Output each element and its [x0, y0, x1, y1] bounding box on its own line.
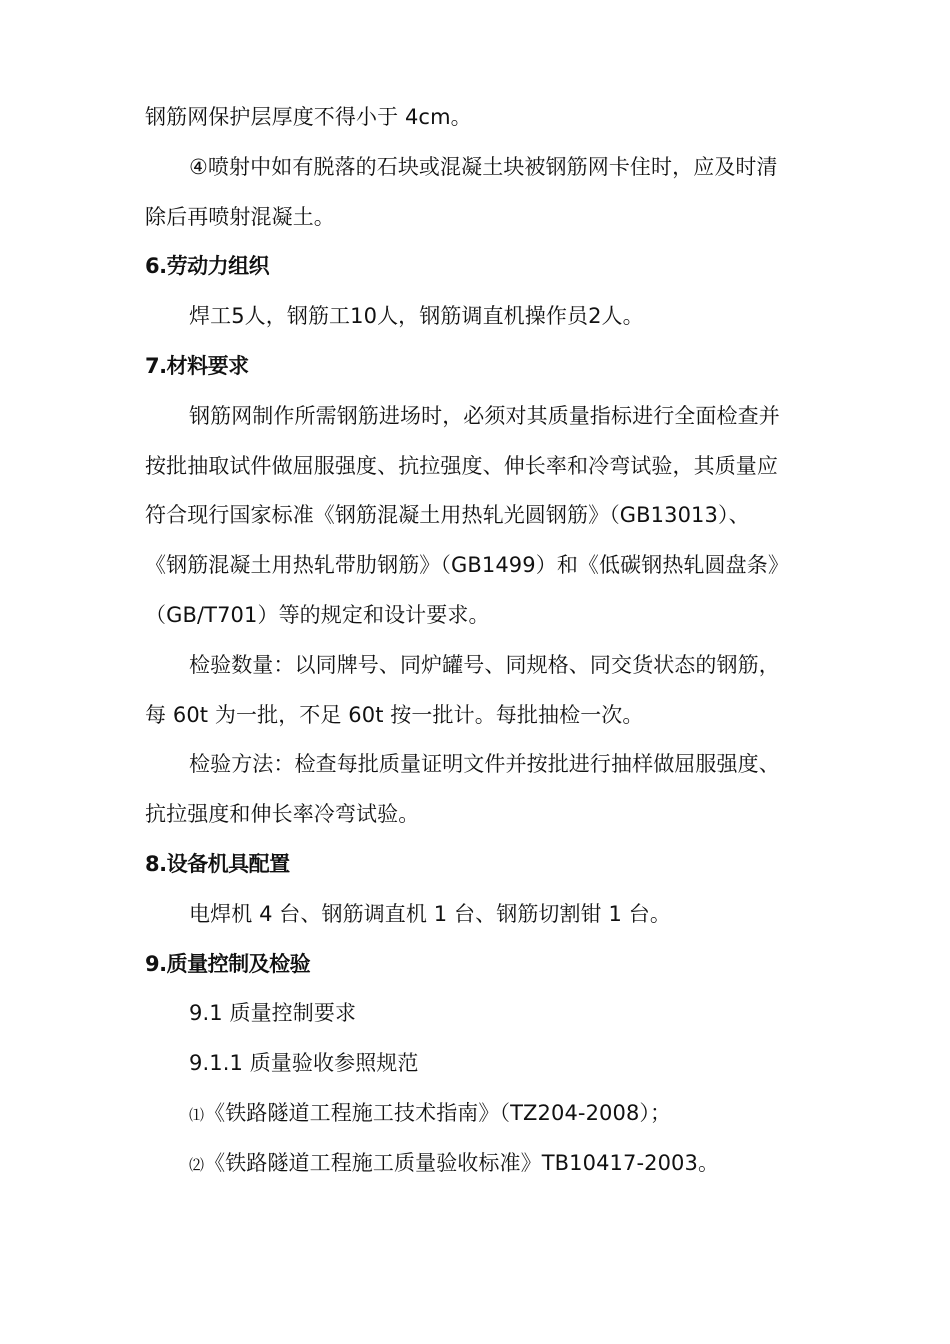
subsection-heading: 9.1 质量控制要求	[189, 1001, 357, 1026]
list-item	[145, 1139, 817, 1189]
text-line: 符合现行国家标准《钢筋混凝土用热轧光圆钢筋》（GB13013）、	[145, 503, 750, 528]
section-heading: 7.材料要求	[145, 353, 249, 378]
section-heading: 6.劳动力组织	[145, 254, 270, 279]
section-heading: 9.质量控制及检验	[145, 951, 311, 976]
text-line: ④喷射中如有脱落的石块或混凝土块被钢筋网卡住时，应及时清	[189, 154, 778, 179]
text-line: 电焊机 4 台、钢筋调直机 1 台、钢筋切割钳 1 台。	[189, 901, 671, 926]
list-marker: ⑵	[189, 1155, 205, 1174]
text-line: 焊工5人，钢筋工10人，钢筋调直机操作员2人。	[189, 304, 644, 329]
list-item	[145, 1089, 817, 1139]
text-line: （GB/T701）等的规定和设计要求。	[145, 602, 490, 627]
text-line: 按批抽取试件做屈服强度、抗拉强度、伸长率和冷弯试验，其质量应	[145, 453, 778, 478]
text-line: 除后再喷射混凝土。	[145, 204, 335, 229]
section-heading: 8.设备机具配置	[145, 851, 290, 876]
text-line: 检验数量：以同牌号、同炉罐号、同规格、同交货状态的钢筋，	[189, 652, 780, 677]
document-body	[145, 93, 817, 1189]
text-line: 检验方法：检查每批质量证明文件并按批进行抽样做屈服强度、	[189, 752, 780, 777]
text-line: 每 60t 为一批，不足 60t 按一批计。每批抽检一次。	[145, 702, 644, 727]
text-line: 钢筋网制作所需钢筋进场时，必须对其质量指标进行全面检查并	[189, 403, 780, 428]
list-item-text: 《铁路隧道工程施工技术指南》（TZ204-2008）；	[204, 1100, 672, 1125]
text-line: 钢筋网保护层厚度不得小于 4cm。	[145, 105, 472, 129]
list-marker: ⑴	[189, 1105, 205, 1124]
list-item-text: 《铁路隧道工程施工质量验收标准》TB10417-2003。	[204, 1150, 720, 1175]
text-line: 《钢筋混凝土用热轧带肋钢筋》（GB1499）和《低碳钢热轧圆盘条》	[145, 553, 789, 578]
subsection-heading: 9.1.1 质量验收参照规范	[189, 1051, 419, 1076]
text-line: 抗拉强度和伸长率冷弯试验。	[145, 802, 420, 827]
